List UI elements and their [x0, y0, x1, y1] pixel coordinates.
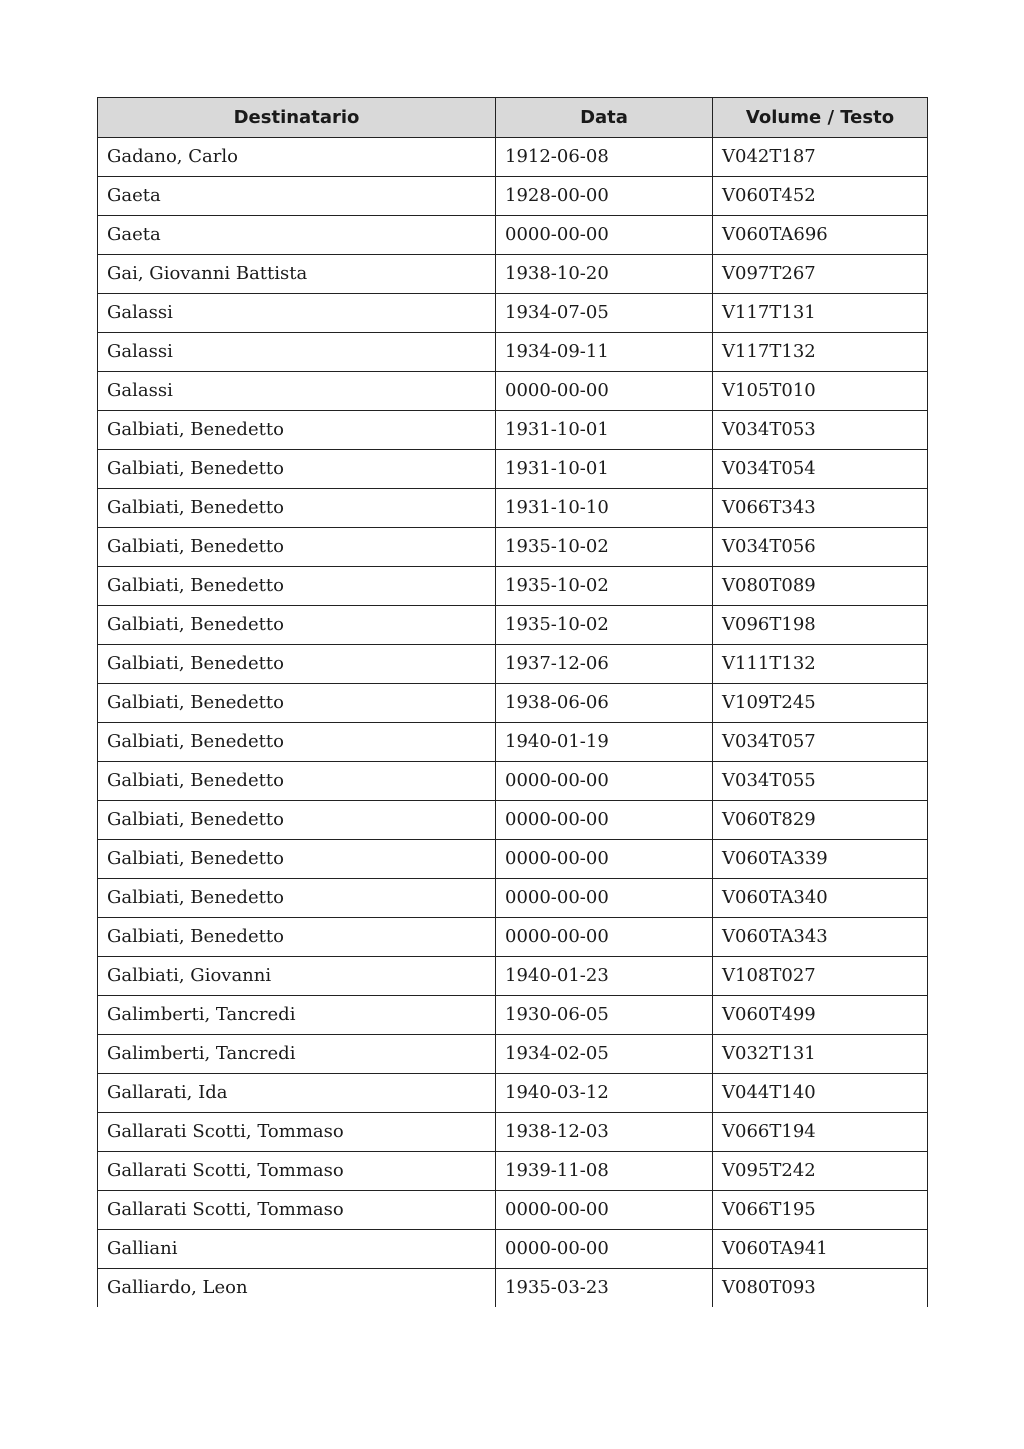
volume-testo-cell: V060TA339 — [713, 840, 928, 879]
volume-testo-cell: V095T242 — [713, 1152, 928, 1191]
table-row — [98, 801, 928, 840]
volume-testo-cell: V034T054 — [713, 450, 928, 489]
destinatario-cell: Gallarati Scotti, Tommaso — [98, 1113, 496, 1152]
data-cell: 1938-06-06 — [496, 684, 713, 723]
data-cell: 0000-00-00 — [496, 216, 713, 255]
table-row — [98, 138, 928, 177]
destinatario-cell: Galbiati, Benedetto — [98, 489, 496, 528]
volume-testo-cell: V060T829 — [713, 801, 928, 840]
volume-testo-cell: V032T131 — [713, 1035, 928, 1074]
destinatario-cell: Galbiati, Benedetto — [98, 450, 496, 489]
volume-testo-cell: V034T053 — [713, 411, 928, 450]
table-row — [98, 1113, 928, 1152]
destinatario-cell: Gadano, Carlo — [98, 138, 496, 177]
table-row — [98, 177, 928, 216]
destinatario-cell: Gaeta — [98, 177, 496, 216]
volume-testo-cell: V060TA343 — [713, 918, 928, 957]
column-header-destinatario: Destinatario — [98, 98, 496, 138]
volume-testo-cell: V109T245 — [713, 684, 928, 723]
table-row — [98, 567, 928, 606]
volume-testo-cell: V066T343 — [713, 489, 928, 528]
volume-testo-cell: V080T089 — [713, 567, 928, 606]
destinatario-cell: Galbiati, Benedetto — [98, 879, 496, 918]
destinatario-cell: Galimberti, Tancredi — [98, 996, 496, 1035]
data-cell: 1928-00-00 — [496, 177, 713, 216]
data-cell: 0000-00-00 — [496, 1191, 713, 1230]
table-row — [98, 879, 928, 918]
destinatario-cell: Galassi — [98, 372, 496, 411]
volume-testo-cell: V097T267 — [713, 255, 928, 294]
data-cell: 1935-10-02 — [496, 528, 713, 567]
data-cell: 0000-00-00 — [496, 879, 713, 918]
volume-testo-cell: V034T055 — [713, 762, 928, 801]
data-cell: 1931-10-01 — [496, 411, 713, 450]
table-row — [98, 372, 928, 411]
destinatario-cell: Galbiati, Benedetto — [98, 840, 496, 879]
volume-testo-cell: V044T140 — [713, 1074, 928, 1113]
data-cell: 1934-02-05 — [496, 1035, 713, 1074]
data-cell: 1935-10-02 — [496, 567, 713, 606]
table-row — [98, 1074, 928, 1113]
data-cell: 0000-00-00 — [496, 372, 713, 411]
volume-testo-cell: V060TA696 — [713, 216, 928, 255]
data-cell: 0000-00-00 — [496, 801, 713, 840]
destinatario-cell: Galassi — [98, 333, 496, 372]
header-row — [98, 98, 928, 138]
destinatario-cell: Galbiati, Benedetto — [98, 645, 496, 684]
data-cell: 0000-00-00 — [496, 840, 713, 879]
data-cell: 1938-12-03 — [496, 1113, 713, 1152]
data-cell: 1934-09-11 — [496, 333, 713, 372]
data-cell: 1940-01-19 — [496, 723, 713, 762]
volume-testo-cell: V108T027 — [713, 957, 928, 996]
table-row — [98, 294, 928, 333]
volume-testo-cell: V060TA941 — [713, 1230, 928, 1269]
volume-testo-cell: V034T057 — [713, 723, 928, 762]
data-cell: 0000-00-00 — [496, 918, 713, 957]
table-row — [98, 918, 928, 957]
destinatario-cell: Gallarati Scotti, Tommaso — [98, 1152, 496, 1191]
data-cell: 0000-00-00 — [496, 1230, 713, 1269]
data-cell: 1937-12-06 — [496, 645, 713, 684]
table-row — [98, 1269, 928, 1308]
destinatario-cell: Galliardo, Leon — [98, 1269, 496, 1308]
destinatario-cell: Galbiati, Benedetto — [98, 918, 496, 957]
table-row — [98, 411, 928, 450]
table-row — [98, 1035, 928, 1074]
destinatario-cell: Gai, Giovanni Battista — [98, 255, 496, 294]
table-row — [98, 1152, 928, 1191]
data-cell: 1940-01-23 — [496, 957, 713, 996]
destinatario-cell: Gaeta — [98, 216, 496, 255]
destinatario-cell: Galbiati, Benedetto — [98, 801, 496, 840]
destinatario-cell: Gallarati Scotti, Tommaso — [98, 1191, 496, 1230]
destinatario-cell: Galbiati, Benedetto — [98, 606, 496, 645]
table-row — [98, 489, 928, 528]
table-header — [98, 98, 928, 138]
volume-testo-cell: V105T010 — [713, 372, 928, 411]
volume-testo-cell: V080T093 — [713, 1269, 928, 1308]
volume-testo-cell: V066T194 — [713, 1113, 928, 1152]
destinatario-cell: Gallarati, Ida — [98, 1074, 496, 1113]
destinatario-cell: Galbiati, Benedetto — [98, 567, 496, 606]
volume-testo-cell: V117T131 — [713, 294, 928, 333]
volume-testo-cell: V066T195 — [713, 1191, 928, 1230]
table-row — [98, 957, 928, 996]
volume-testo-cell: V060TA340 — [713, 879, 928, 918]
volume-testo-cell: V060T452 — [713, 177, 928, 216]
letters-table — [97, 97, 928, 1307]
data-cell: 1912-06-08 — [496, 138, 713, 177]
destinatario-cell: Galimberti, Tancredi — [98, 1035, 496, 1074]
table-row — [98, 333, 928, 372]
table-row — [98, 996, 928, 1035]
destinatario-cell: Galbiati, Benedetto — [98, 684, 496, 723]
destinatario-cell: Galbiati, Benedetto — [98, 528, 496, 567]
column-header-volume-testo: Volume / Testo — [713, 98, 928, 138]
table-row — [98, 450, 928, 489]
column-header-data: Data — [496, 98, 713, 138]
table-row — [98, 723, 928, 762]
table-row — [98, 216, 928, 255]
destinatario-cell: Galbiati, Benedetto — [98, 723, 496, 762]
volume-testo-cell: V111T132 — [713, 645, 928, 684]
data-cell: 1938-10-20 — [496, 255, 713, 294]
data-cell: 1939-11-08 — [496, 1152, 713, 1191]
volume-testo-cell: V117T132 — [713, 333, 928, 372]
table-row — [98, 840, 928, 879]
destinatario-cell: Galbiati, Benedetto — [98, 762, 496, 801]
data-cell: 0000-00-00 — [496, 762, 713, 801]
data-cell: 1940-03-12 — [496, 1074, 713, 1113]
table-row — [98, 762, 928, 801]
data-cell: 1931-10-10 — [496, 489, 713, 528]
volume-testo-cell: V096T198 — [713, 606, 928, 645]
destinatario-cell: Galbiati, Benedetto — [98, 411, 496, 450]
table-body — [98, 138, 928, 1308]
volume-testo-cell: V042T187 — [713, 138, 928, 177]
data-cell: 1935-03-23 — [496, 1269, 713, 1308]
data-cell: 1934-07-05 — [496, 294, 713, 333]
table-row — [98, 1230, 928, 1269]
table-row — [98, 606, 928, 645]
destinatario-cell: Galassi — [98, 294, 496, 333]
table-row — [98, 645, 928, 684]
volume-testo-cell: V060T499 — [713, 996, 928, 1035]
table-row — [98, 255, 928, 294]
volume-testo-cell: V034T056 — [713, 528, 928, 567]
data-cell: 1931-10-01 — [496, 450, 713, 489]
destinatario-cell: Galbiati, Giovanni — [98, 957, 496, 996]
table-row — [98, 1191, 928, 1230]
data-cell: 1935-10-02 — [496, 606, 713, 645]
table-row — [98, 528, 928, 567]
data-cell: 1930-06-05 — [496, 996, 713, 1035]
table-row — [98, 684, 928, 723]
destinatario-cell: Galliani — [98, 1230, 496, 1269]
